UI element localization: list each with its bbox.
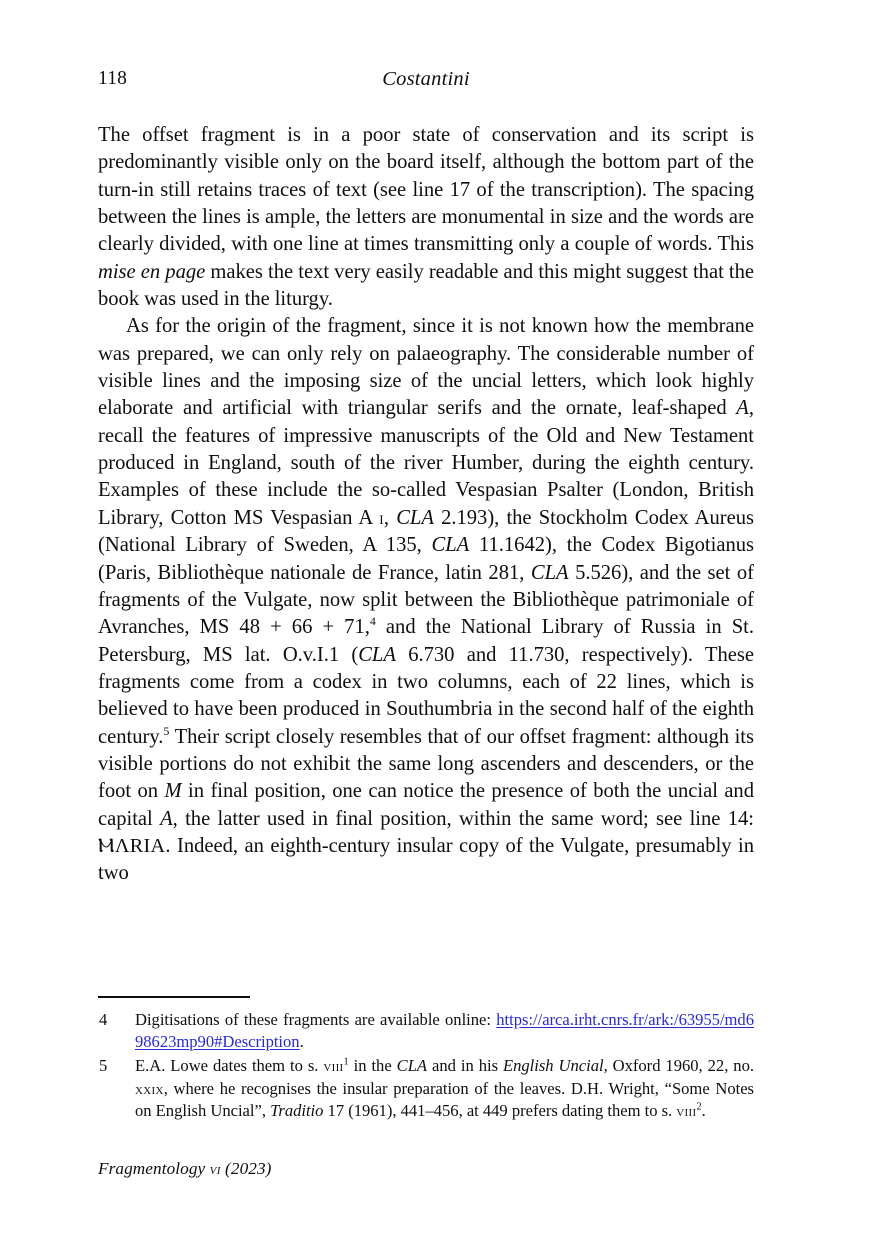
p2-segment-1: As for the origin of the fragment, since it is not known how the membrane was prepared, we can only rely on palaeography. The considerable number of visible lines and the imposing size of the uncial letters, which look highly elaborate and artificial with triangular serifs and the ornate, leaf-shaped (98, 315, 754, 420)
footnote-marker-4[interactable]: 4 (369, 614, 376, 629)
uncial-word-maria: ⲘΛRIA (98, 834, 166, 857)
p2-italic-cla-3: CLA (530, 561, 569, 584)
body-text (98, 122, 754, 888)
p2-italic-cla-4: CLA (358, 643, 396, 666)
p1-italic-mise-en-page: mise en page (98, 260, 206, 283)
footnote-5-segment-5: , where he recognises the insular preparation of the leaves. D.H. Wright, “Some Notes on English Uncial”, (135, 1078, 754, 1121)
p2-italic-cla-2: CLA (431, 534, 470, 557)
footnote-5-superscript-1: 1 (343, 1056, 349, 1068)
footnote-4-segment-1: Digitisations of these fragments are available online: (135, 1010, 497, 1029)
running-head-title: Costantini (382, 68, 470, 90)
p1-segment-2: makes the text very easily readable and this might suggest that the book was used in the liturgy. (98, 260, 754, 311)
p2-segment-12: . Indeed, an eighth-century insular copy of the Vulgate, presumably in two (98, 834, 754, 885)
footnotes-block (98, 1009, 754, 1126)
footnote-5-italic-cla: CLA (396, 1056, 428, 1076)
footnote-4-number: 4 (99, 1010, 108, 1029)
footer-year: (2023) (220, 1159, 272, 1178)
p2-smallcaps-roman-one: i (379, 507, 384, 529)
footnote-5-segment-4: , Oxford 1960, 22, no. (603, 1056, 754, 1076)
p2-italic-cla-1: CLA (396, 506, 434, 529)
footnote-5-segment-1: E.A. Lowe dates them to s. (135, 1056, 324, 1076)
footnote-5-segment-7: . (701, 1101, 706, 1121)
footnote-5-segment-6: 17 (1961), 441–456, at 449 prefers dating them to s. (323, 1101, 677, 1121)
footnote-5-smallcaps-viii-2: viii (676, 1103, 697, 1121)
footnote-5-smallcaps-viii-1: viii (323, 1058, 344, 1076)
footnote-5-segment-3: and in his (427, 1056, 503, 1076)
p2-italic-letter-m: M (164, 780, 182, 803)
p2-segment-11: , the latter used in final position, within the same word; see line 14: (172, 807, 754, 830)
paragraph-1 (98, 122, 754, 313)
p1-segment-1: The offset fragment is in a poor state of conservation and its script is predominantly visible only on the board itself, although the bottom part of the turn-in still retains traces of text (see line 17 of the transcription). The spacing between the lines is ample, the letters are monumental in size and the words are clearly divided, with one line at times transmitting only a couple of words. This (98, 124, 754, 256)
p2-segment-9: Their script closely resembles that of our offset fragment: although its visible portions do not exhibit the same long ascenders and descenders, or the foot on (98, 725, 754, 803)
p2-segment-10: in final position, one can notice the presence of both the uncial and capital (98, 780, 754, 830)
footnote-5-smallcaps-xxix: xxix (135, 1080, 164, 1098)
footnote-5-superscript-2: 2 (696, 1101, 702, 1113)
footer-volume: vi (209, 1161, 221, 1178)
running-head (98, 68, 754, 94)
p2-segment-7: and the National Library of Russia in St. Petersburg, MS lat. O.v.I.1 ( (98, 616, 754, 666)
footnote-5-segment-2: in the (348, 1056, 397, 1076)
footnote-5 (98, 1055, 754, 1123)
footnote-4 (98, 1009, 754, 1052)
footnote-5-italic-english-uncial: English Uncial (502, 1056, 604, 1076)
footnote-4-url-link[interactable]: https://arca.irht.cnrs.fr/ark:/63955/md698623mp90#Description (135, 1010, 754, 1051)
footnote-marker-5[interactable]: 5 (163, 723, 170, 738)
p2-segment-3: , (383, 506, 397, 529)
p2-segment-4: 2.193), the Stockholm Codex Aureus (National Library of Sweden, A 135, (98, 506, 754, 557)
p2-italic-letter-a-2: A (160, 807, 173, 830)
footer-journal-name: Fragmentology (98, 1159, 210, 1178)
p2-segment-2: , recall the features of impressive manuscripts of the Old and New Testament produced in England, south of the river Humber, during the eighth century. Examples of these include the so-called Vespasian Psalter (London, British Library, Cotton MS Vespasian A (98, 397, 754, 529)
p2-segment-5: 11.1642), the Codex Bigotianus (Paris, Bibliothèque nationale de France, latin 281, (98, 534, 754, 584)
footnote-separator-rule (98, 996, 250, 998)
running-footer (98, 1159, 271, 1179)
footnote-5-number: 5 (99, 1056, 108, 1076)
page-number: 118 (98, 68, 128, 89)
p2-italic-letter-a: A (736, 397, 749, 420)
p2-segment-8: 6.730 and 11.730, respectively). These fragments come from a codex in two columns, each of 22 lines, which is believed to have been produced in Southumbria in the second half of the eighth century. (98, 643, 754, 748)
p2-segment-6: 5.526), and the set of fragments of the Vulgate, now split between the Bibliothèque patrimoniale of Avranches, MS 48 + 66 + 71, (98, 561, 754, 639)
footnote-5-italic-traditio: Traditio (270, 1101, 324, 1121)
paragraph-2 (98, 313, 754, 887)
footnote-4-segment-2: . (299, 1031, 304, 1051)
